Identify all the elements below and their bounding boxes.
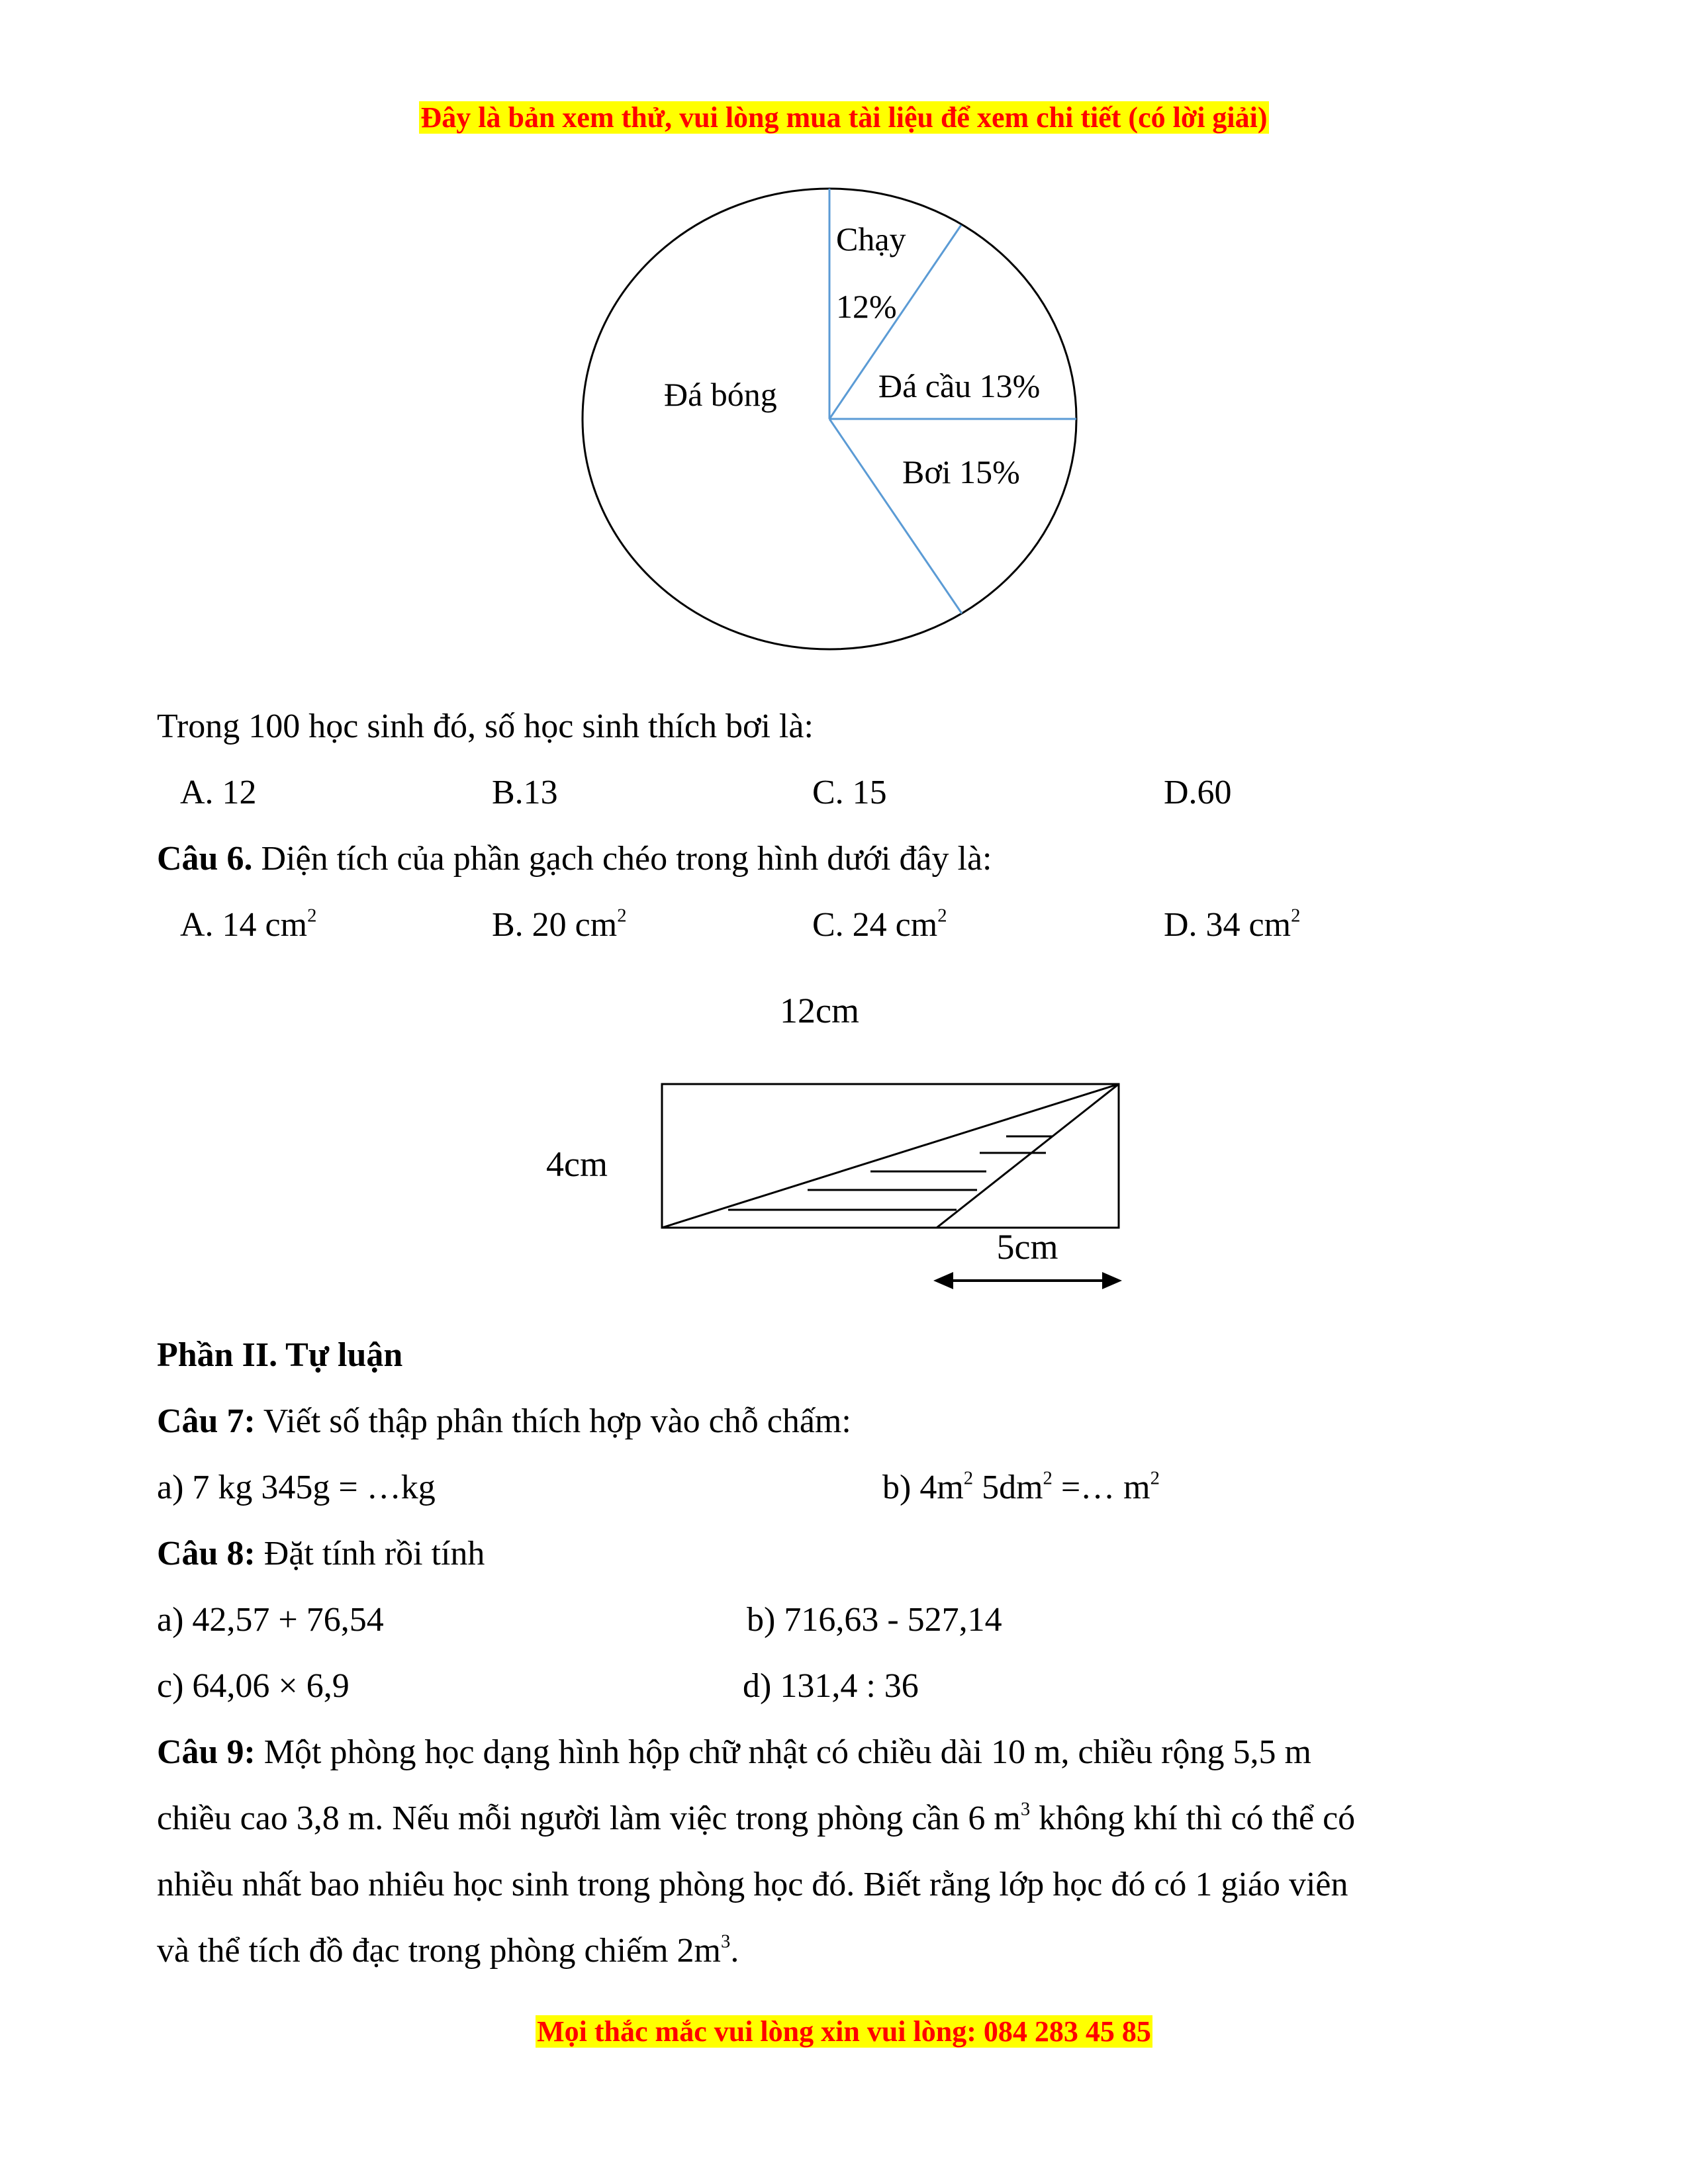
dimension-arrow-5cm [933, 1272, 1122, 1289]
pie-label-chay: Chạy [836, 220, 906, 257]
pie-label-da-bong: Đá bóng [664, 376, 777, 413]
q8-part-d: d) 131,4 : 36 [743, 1667, 919, 1705]
q9-line-4-text-a: và thể tích đồ đạc trong phòng chiếm 2m [157, 1932, 722, 1970]
q8-label: Câu 8: [157, 1535, 256, 1572]
pie-divider-boi-dabong [829, 419, 962, 614]
pie-chart-figure [569, 179, 1099, 668]
q9-line-1 [157, 1731, 1311, 1774]
q9-line-2-text-b: không khí thì có thể có [1030, 1799, 1356, 1837]
q6-option-b-sup: 2 [617, 905, 627, 927]
q5-option-d: D.60 [1164, 774, 1232, 811]
preview-banner-text: Đây là bản xem thử, vui lòng mua tài liệu để xem chi tiết (có lời giải) [420, 101, 1268, 134]
figure-label-4cm: 4cm [546, 1144, 608, 1184]
q6-option-a [180, 903, 316, 947]
part2-heading: Phần II. Tự luận [157, 1336, 403, 1374]
pie-label-boi: Bơi 15% [902, 453, 1020, 490]
q7-stem: Viết số thập phân thích hợp vào chỗ chấm: [255, 1402, 851, 1440]
q6-option-d [1164, 903, 1300, 947]
q6-option-d-text: D. 34 cm [1164, 906, 1291, 944]
q6-option-c [812, 903, 947, 947]
q7-part-b [882, 1466, 1160, 1510]
q6-option-a-text: A. 14 cm [180, 906, 308, 944]
q6-option-b-text: B. 20 cm [492, 906, 618, 944]
q7-b-text-3: =… m [1052, 1469, 1150, 1506]
q8-part-c: c) 64,06 × 6,9 [157, 1667, 350, 1705]
q6-option-c-sup: 2 [937, 905, 947, 927]
rectangle-figure [530, 979, 1165, 1297]
figure-label-5cm: 5cm [996, 1227, 1058, 1267]
preview-banner [0, 98, 1688, 138]
q7-part-a: a) 7 kg 345g = …kg [157, 1469, 436, 1506]
q9-line-2-text-a: chiều cao 3,8 m. Nếu mỗi người làm việc trong phòng cần 6 m [157, 1799, 1021, 1837]
q7-b-sup-2: 2 [1043, 1468, 1053, 1489]
q9-line-1-text: Một phòng học dạng hình hộp chữ nhật có chiều dài 10 m, chiều rộng 5,5 m [255, 1733, 1311, 1771]
q9-line-4-sup: 3 [721, 1931, 731, 1952]
q8-part-a: a) 42,57 + 76,54 [157, 1601, 384, 1639]
q9-line-3: nhiều nhất bao nhiêu học sinh trong phòng học đó. Biết rằng lớp học đó có 1 giáo viên [157, 1866, 1348, 1903]
contact-banner [0, 2012, 1688, 2052]
q6-option-d-sup: 2 [1291, 905, 1301, 927]
q5-option-c: C. 15 [812, 774, 887, 811]
hatched-triangle [662, 1084, 1119, 1228]
q6-question [157, 837, 992, 881]
q6-option-b [492, 903, 627, 947]
pie-label-da-cau: Đá cầu 13% [878, 367, 1041, 404]
q6-option-a-sup: 2 [307, 905, 317, 927]
contact-banner-text: Mọi thắc mắc vui lòng xin vui lòng: 084 283 45 85 [537, 2015, 1151, 2048]
q7-b-sup-1: 2 [963, 1468, 974, 1489]
q7-label: Câu 7: [157, 1402, 256, 1440]
q8-stem: Đặt tính rồi tính [255, 1535, 485, 1572]
q7-question [157, 1400, 851, 1443]
q6-label: Câu 6. [157, 840, 253, 878]
q8-part-b: b) 716,63 - 527,14 [747, 1601, 1002, 1639]
q9-label: Câu 9: [157, 1733, 256, 1771]
pie-label-chay-pct: 12% [836, 288, 897, 325]
q7-b-text-2: 5dm [973, 1469, 1043, 1506]
q8-question [157, 1532, 485, 1576]
hatch-lines [728, 1136, 1053, 1210]
q9-line-2 [157, 1797, 1355, 1841]
q7-b-sup-3: 2 [1150, 1468, 1160, 1489]
q6-option-c-text: C. 24 cm [812, 906, 938, 944]
q9-line-4-text-b: . [730, 1932, 739, 1970]
q5-option-b: B.13 [492, 774, 558, 811]
q6-stem: Diện tích của phần gạch chéo trong hình dưới đây là: [252, 840, 992, 878]
q5-stem: Trong 100 học sinh đó, số học sinh thích bơi là: [157, 707, 814, 745]
q5-option-a: A. 12 [180, 774, 257, 811]
q7-b-text-1: b) 4m [882, 1469, 964, 1506]
q9-line-4 [157, 1929, 739, 1973]
figure-label-12cm: 12cm [780, 991, 859, 1030]
q9-line-2-sup: 3 [1020, 1799, 1031, 1820]
